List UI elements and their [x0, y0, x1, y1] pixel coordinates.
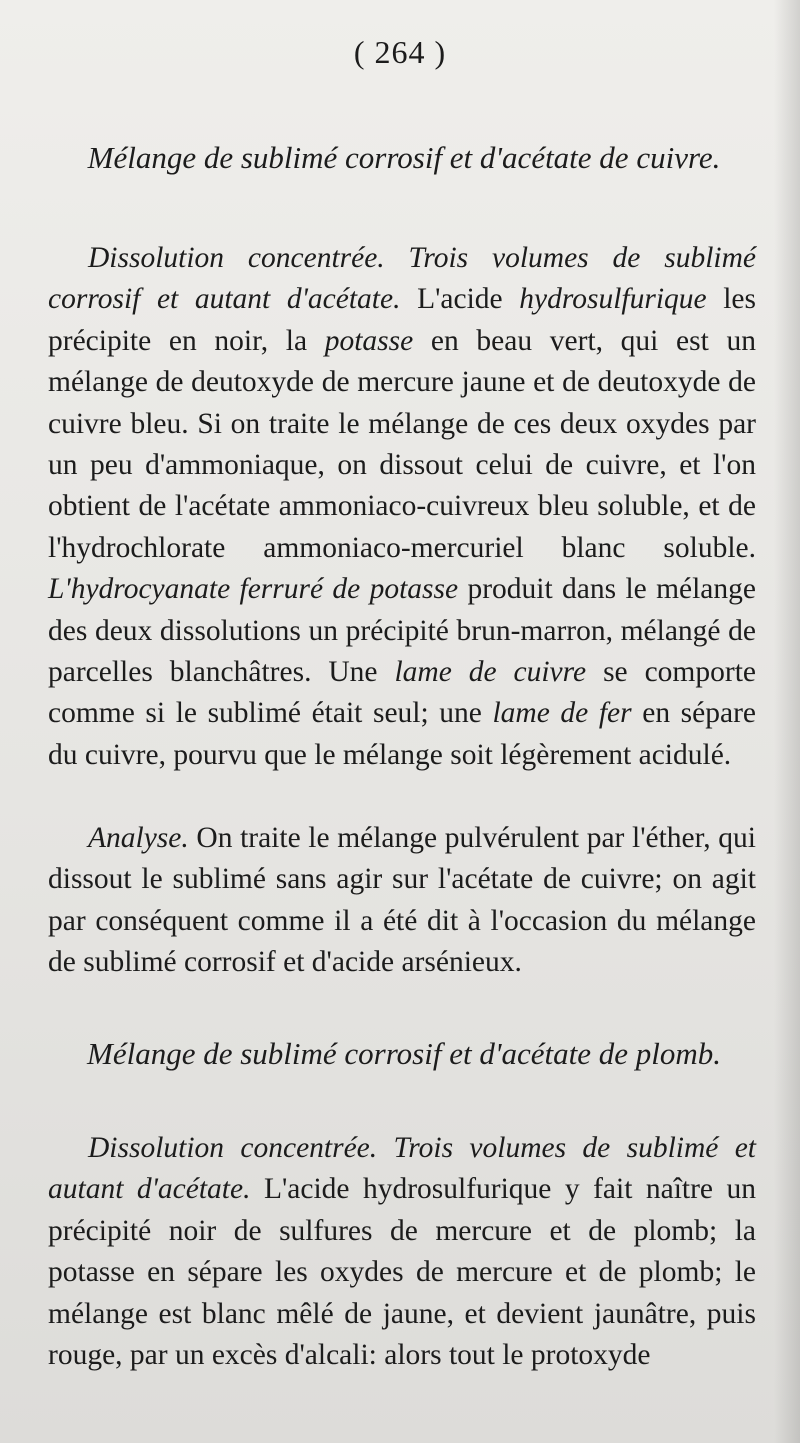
paragraph-lead: Dissolution concentrée. Trois volumes de sublimé corrosif et autant d'acétate.	[48, 242, 756, 316]
text-run: en beau vert, qui est un mélange de deutoxyde de mercure jaune et de deutoxyde de cuivre bleu. Si on traite le mélange de ces deux oxydes par un peu d'ammoniaque, on dissout celui de cuivre, et l'on obtient de l'acétate ammoniaco-cuivreux bleu soluble, et de l'hydrochlorate ammoniaco-mercuriel blanc soluble.	[48, 324, 756, 564]
text-run-italic: lame de fer	[492, 697, 632, 730]
text-run: les précipite en noir, la	[48, 283, 756, 357]
text-run: se comporte comme si le sublimé était seul; une	[48, 656, 756, 730]
text-run: On traite le mélange pulvérulent par l'éther, qui dissout le sublimé sans agir sur l'acétate de cuivre; on agit par conséquent comme il a été dit à l'occasion du mélange de sublimé corrosif et d'acide arsénieux.	[48, 822, 756, 979]
text-run: produit dans le mélange des deux dissolutions un précipité brun-marron, mélangé de parcelles blanchâtres. Une	[48, 573, 756, 689]
paragraph-lead: Dissolution concentrée. Trois volumes de sublimé et autant d'acétate.	[48, 1132, 756, 1206]
text-run: en sépare du cuivre, pourvu que le mélange soit légèrement acidulé.	[48, 697, 756, 771]
paragraph-lead: Analyse.	[88, 822, 189, 854]
text-run: L'acide	[400, 283, 520, 316]
section-heading-copper-acetate: Mélange de sublimé corrosif et d'acétate de cuivre.	[87, 140, 721, 175]
page-edge-shadow	[774, 0, 800, 1443]
paragraph-copper-dissolution	[48, 238, 756, 776]
text-run-italic: L'hydrocyanate ferruré de potasse	[48, 573, 459, 606]
paragraph-copper-analysis	[48, 818, 756, 984]
paragraph-lead-dissolution	[48, 1128, 756, 1376]
text-run-italic: lame de cuivre	[394, 656, 587, 689]
text-run-italic: hydrosulfurique	[519, 283, 707, 316]
text-run-italic: potasse	[324, 324, 414, 357]
page-number: ( 264 )	[353, 34, 447, 70]
section-heading-lead-acetate: Mélange de sublimé corrosif et d'acétate de plomb.	[87, 1036, 721, 1071]
text-run: L'acide hydrosulfurique y fait naître un précipité noir de sulfures de mercure et de plomb; la potasse en sépare les oxydes de mercure et de plomb; le mélange est blanc mêlé de jaune, et devient jaunâtre, puis rouge, par un excès d'alcali: alors tout le protoxyde	[48, 1173, 756, 1372]
